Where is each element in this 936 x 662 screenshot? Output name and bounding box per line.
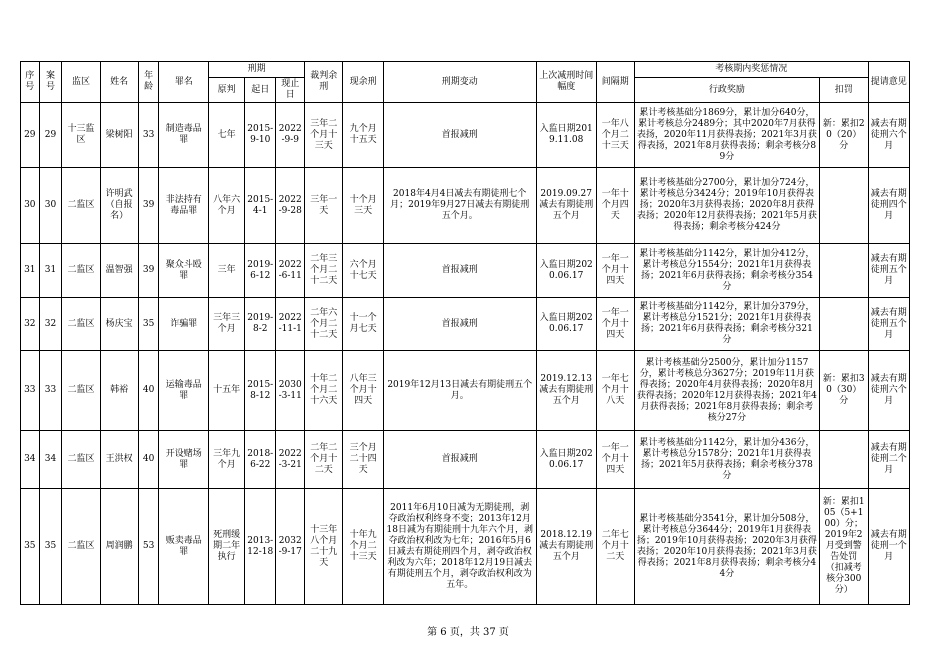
col-assessment: 考核期内奖惩情况 bbox=[634, 62, 868, 78]
cell-crime: 制造毒品罪 bbox=[159, 103, 209, 168]
cell-area: 二监区 bbox=[62, 244, 100, 298]
cell-case-no: 31 bbox=[39, 244, 62, 298]
cell-original: 十五年 bbox=[209, 351, 245, 431]
cell-name: 梁树阳 bbox=[100, 103, 138, 168]
cell-last: 2018.12.19减去有期徒刑五个月 bbox=[536, 489, 596, 605]
cell-area: 二监区 bbox=[62, 298, 100, 351]
cell-seq: 34 bbox=[21, 431, 40, 489]
cell-change: 首报减刑 bbox=[383, 244, 536, 298]
cell-age: 35 bbox=[138, 298, 159, 351]
cell-reward: 累计考核基础分1869分，累计加分640分，累计考核总分2489分；其中2020年7月获得表扬，2020年11月获得表扬；2021年3月获得表扬，2021年8月获得表扬；剩余考核分89分 bbox=[634, 103, 819, 168]
col-name: 姓名 bbox=[100, 62, 138, 103]
col-remain-judgment: 裁判余刑 bbox=[305, 62, 343, 103]
cell-interval: 一年七个月十八天 bbox=[596, 351, 634, 431]
cell-interval: 一年一个月十四天 bbox=[596, 244, 634, 298]
cell-name: 温智强 bbox=[100, 244, 138, 298]
cell-interval: 二年七个月十二天 bbox=[596, 489, 634, 605]
cell-last: 入监日期2019.11.08 bbox=[536, 103, 596, 168]
cell-case-no: 34 bbox=[39, 431, 62, 489]
cell-remain-now: 十年九个月二十三天 bbox=[343, 489, 383, 605]
cell-crime: 开设赌场罪 bbox=[159, 431, 209, 489]
col-case-no: 案号 bbox=[39, 62, 62, 103]
cell-remain-judgment: 二年六个月二十二天 bbox=[305, 298, 343, 351]
cell-crime: 贩卖毒品罪 bbox=[159, 489, 209, 605]
table-row bbox=[21, 244, 910, 298]
cell-last: 2019.12.13减去有期徒刑五个月 bbox=[536, 351, 596, 431]
col-area: 监区 bbox=[62, 62, 100, 103]
cell-opinion: 减去有期徒刑五个月 bbox=[868, 244, 909, 298]
cell-opinion: 减去有期徒刑六个月 bbox=[868, 351, 909, 431]
cell-remain-now: 十个月三天 bbox=[343, 168, 383, 244]
table-row bbox=[21, 351, 910, 431]
cell-remain-now: 三个月二十四天 bbox=[343, 431, 383, 489]
cell-punish bbox=[819, 244, 868, 298]
page-footer: 第 6 页，共 37 页 bbox=[427, 627, 509, 638]
cell-remain-judgment: 二年二个月十二天 bbox=[305, 431, 343, 489]
cell-name: 杨庆宝 bbox=[100, 298, 138, 351]
cell-remain-now: 六个月十七天 bbox=[343, 244, 383, 298]
col-crime: 罪名 bbox=[159, 62, 209, 103]
col-end: 现止日 bbox=[276, 78, 305, 103]
cell-punish bbox=[819, 431, 868, 489]
cell-opinion: 减去有期徒刑四个月 bbox=[868, 168, 909, 244]
cell-name: 韩裕 bbox=[100, 351, 138, 431]
cell-seq: 35 bbox=[21, 489, 40, 605]
cell-original: 三年 bbox=[209, 244, 245, 298]
cell-area: 十三监区 bbox=[62, 103, 100, 168]
cell-crime: 聚众斗殴罪 bbox=[159, 244, 209, 298]
cell-interval: 一年一个月十四天 bbox=[596, 298, 634, 351]
cell-remain-now: 八年三个月十四天 bbox=[343, 351, 383, 431]
cell-opinion: 减去有期徒刑一个月 bbox=[868, 489, 909, 605]
cell-age: 39 bbox=[138, 244, 159, 298]
cell-change: 2011年6月10日减为无期徒刑，剥夺政治权利终身不变；2013年12月18日减为有期徒刑十九年六个月，剥夺政治权利改为七年；2016年5月6日减去有期徒刑四个月，剥夺政治权利改为六年；2018年12月19日减去有期徒刑五个月，剥夺政治权利改为五年。 bbox=[383, 489, 536, 605]
cell-area: 二监区 bbox=[62, 351, 100, 431]
cell-remain-judgment: 二年三个月二十二天 bbox=[305, 244, 343, 298]
cell-name: 周润鹏 bbox=[100, 489, 138, 605]
cell-end: 2030-3-11 bbox=[276, 351, 305, 431]
cell-case-no: 29 bbox=[39, 103, 62, 168]
cell-last: 入监日期2020.06.17 bbox=[536, 298, 596, 351]
col-sentence: 刑期 bbox=[209, 62, 305, 78]
cell-remain-now: 九个月十五天 bbox=[343, 103, 383, 168]
cell-end: 2032-9-17 bbox=[276, 489, 305, 605]
sentence-reduction-table bbox=[20, 61, 910, 605]
cell-start: 2013-12-18 bbox=[245, 489, 276, 605]
cell-last: 2019.09.27减去有期徒刑五个月 bbox=[536, 168, 596, 244]
cell-remain-judgment: 三年一天 bbox=[305, 168, 343, 244]
col-change: 刑期变动 bbox=[383, 62, 536, 103]
cell-seq: 29 bbox=[21, 103, 40, 168]
cell-change: 首报减刑 bbox=[383, 431, 536, 489]
cell-reward: 累计考核基础分1142分，累计加分436分，累计考核总分1578分；2021年1月获得表扬；2021年5月获得表扬；剩余考核分378分 bbox=[634, 431, 819, 489]
cell-seq: 33 bbox=[21, 351, 40, 431]
table-row bbox=[21, 298, 910, 351]
cell-crime: 运输毒品罪 bbox=[159, 351, 209, 431]
cell-reward: 累计考核基础分2700分，累计加分724分，累计考核总分3424分；2019年10月获得表扬；2020年3月获得表扬；2020年8月获得表扬；2020年12月获得表扬；2021年5月获得表扬；剩余考核分424分 bbox=[634, 168, 819, 244]
cell-punish: 新：累扣20（20）分 bbox=[819, 103, 868, 168]
cell-age: 40 bbox=[138, 431, 159, 489]
cell-area: 二监区 bbox=[62, 168, 100, 244]
cell-name: 王洪权 bbox=[100, 431, 138, 489]
cell-case-no: 32 bbox=[39, 298, 62, 351]
cell-opinion: 减去有期徒刑五个月 bbox=[868, 298, 909, 351]
col-original: 原判 bbox=[209, 78, 245, 103]
table-row bbox=[21, 103, 910, 168]
cell-original: 死刑缓期二年执行 bbox=[209, 489, 245, 605]
col-remain-now: 现余刑 bbox=[343, 62, 383, 103]
cell-start: 2015-8-12 bbox=[245, 351, 276, 431]
cell-end: 2022-9-9 bbox=[276, 103, 305, 168]
cell-opinion: 减去有期徒刑二个月 bbox=[868, 431, 909, 489]
col-opinion: 提请意见 bbox=[868, 62, 909, 103]
cell-last: 入监日期2020.06.17 bbox=[536, 244, 596, 298]
cell-age: 33 bbox=[138, 103, 159, 168]
cell-end: 2022-11-1 bbox=[276, 298, 305, 351]
table-row bbox=[21, 431, 910, 489]
cell-name: 许明武（自报名） bbox=[100, 168, 138, 244]
table-row bbox=[21, 489, 910, 605]
cell-reward: 累计考核基础分1142分，累计加分412分，累计考核总分1554分；2021年1月获得表扬；2021年6月获得表扬；剩余考核分354分 bbox=[634, 244, 819, 298]
cell-start: 2019-6-12 bbox=[245, 244, 276, 298]
cell-start: 2015-9-10 bbox=[245, 103, 276, 168]
cell-remain-judgment: 十三年八个月二十九天 bbox=[305, 489, 343, 605]
cell-case-no: 35 bbox=[39, 489, 62, 605]
cell-reward: 累计考核基础分2500分，累计加分1157分，累计考核总分3627分；2019年11月获得表扬；2020年4月获得表扬；2020年8月获得表扬；2020年12月获得表扬；2021年4月获得表扬；2021年8月获得表扬；剩余考核分27分 bbox=[634, 351, 819, 431]
cell-area: 二监区 bbox=[62, 489, 100, 605]
col-reward: 行政奖励 bbox=[634, 78, 819, 103]
cell-case-no: 33 bbox=[39, 351, 62, 431]
cell-original: 三年三个月 bbox=[209, 298, 245, 351]
table-row bbox=[21, 168, 910, 244]
cell-case-no: 30 bbox=[39, 168, 62, 244]
cell-start: 2019-8-2 bbox=[245, 298, 276, 351]
cell-crime: 非法持有毒品罪 bbox=[159, 168, 209, 244]
cell-punish: 新：累扣105（5+100）分；2019年2月受到警告处罚（扣减考核分300分） bbox=[819, 489, 868, 605]
cell-seq: 31 bbox=[21, 244, 40, 298]
cell-punish bbox=[819, 298, 868, 351]
cell-punish bbox=[819, 168, 868, 244]
cell-original: 三年九个月 bbox=[209, 431, 245, 489]
cell-last: 入监日期2020.06.17 bbox=[536, 431, 596, 489]
cell-end: 2022-6-11 bbox=[276, 244, 305, 298]
cell-original: 八年六个月 bbox=[209, 168, 245, 244]
cell-original: 七年 bbox=[209, 103, 245, 168]
cell-seq: 30 bbox=[21, 168, 40, 244]
cell-seq: 32 bbox=[21, 298, 40, 351]
cell-punish: 新：累扣30（30）分 bbox=[819, 351, 868, 431]
cell-remain-now: 十一个月七天 bbox=[343, 298, 383, 351]
cell-opinion: 减去有期徒刑六个月 bbox=[868, 103, 909, 168]
col-seq: 序号 bbox=[21, 62, 40, 103]
cell-remain-judgment: 十年二个月二十六天 bbox=[305, 351, 343, 431]
cell-change: 首报减刑 bbox=[383, 298, 536, 351]
cell-remain-judgment: 三年二个月十三天 bbox=[305, 103, 343, 168]
cell-area: 二监区 bbox=[62, 431, 100, 489]
col-start: 起日 bbox=[245, 78, 276, 103]
cell-interval: 一年十个月四天 bbox=[596, 168, 634, 244]
cell-change: 首报减刑 bbox=[383, 103, 536, 168]
cell-start: 2018-6-22 bbox=[245, 431, 276, 489]
col-interval: 间隔期 bbox=[596, 62, 634, 103]
cell-reward: 累计考核基础分1142分，累计加分379分，累计考核总分1521分；2021年1月获得表扬；2021年6月获得表扬；剩余考核分321分 bbox=[634, 298, 819, 351]
col-age: 年龄 bbox=[138, 62, 159, 103]
cell-start: 2015-4-1 bbox=[245, 168, 276, 244]
cell-end: 2022-9-28 bbox=[276, 168, 305, 244]
cell-age: 39 bbox=[138, 168, 159, 244]
cell-change: 2018年4月4日减去有期徒刑七个月；2019年9月27日减去有期徒刑五个月。 bbox=[383, 168, 536, 244]
cell-reward: 累计考核基础分3541分，累计加分508分，累计考核总分3644分；2019年1月获得表扬；2019年10月获得表扬；2020年3月获得表扬；2020年10月获得表扬；2021年3月获得表扬；2021年8月获得表扬；剩余考核分44分 bbox=[634, 489, 819, 605]
cell-age: 53 bbox=[138, 489, 159, 605]
cell-age: 40 bbox=[138, 351, 159, 431]
cell-change: 2019年12月13日减去有期徒刑五个月。 bbox=[383, 351, 536, 431]
col-last: 上次减刑时间幅度 bbox=[536, 62, 596, 103]
cell-interval: 一年八个月二十三天 bbox=[596, 103, 634, 168]
cell-interval: 一年一个月十四天 bbox=[596, 431, 634, 489]
cell-crime: 诈骗罪 bbox=[159, 298, 209, 351]
col-punish: 扣罚 bbox=[819, 78, 868, 103]
cell-end: 2022-3-21 bbox=[276, 431, 305, 489]
